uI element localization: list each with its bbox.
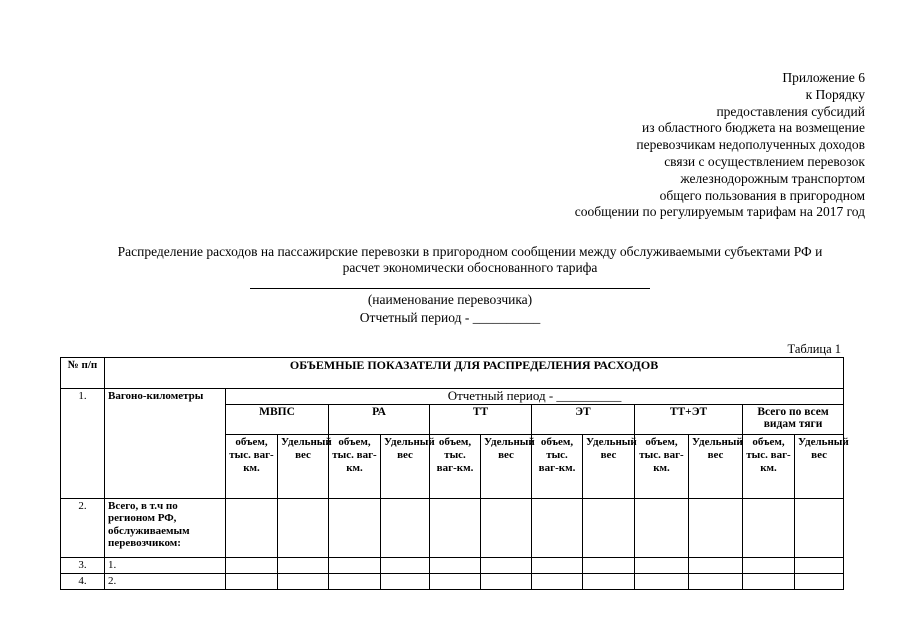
appendix-line: из областного бюджета на возмещение: [642, 120, 865, 136]
table-cell: [278, 573, 329, 589]
subheader-volume: объем, тыс. ваг-км.: [430, 434, 481, 498]
group-header-tt-et: ТТ+ЭТ: [635, 404, 743, 434]
group-header-ra: РА: [329, 404, 430, 434]
table-cell: [795, 573, 844, 589]
appendix-line: связи с осуществлением перевозок: [664, 153, 865, 169]
subheader-volume: объем, тыс. ваг-км.: [329, 434, 381, 498]
row-label: Вагоно-километры: [105, 389, 226, 499]
subheader-volume: объем, тыс. ваг-км.: [532, 434, 583, 498]
carrier-name-line: [250, 288, 650, 289]
table-cell: [532, 498, 583, 557]
table-cell: [689, 498, 743, 557]
appendix-line: к Порядку: [805, 86, 865, 102]
appendix-header: [485, 70, 865, 221]
table-cell: [329, 573, 381, 589]
table-cell: [795, 557, 844, 573]
subheader-share: Удельный вес: [381, 434, 430, 498]
table-cell: [430, 557, 481, 573]
table-cell: [532, 573, 583, 589]
table-cell: [430, 498, 481, 557]
subheader-volume: объем, тыс. ваг-км.: [635, 434, 689, 498]
table-cell: [795, 498, 844, 557]
table-row: [61, 498, 844, 557]
table-cell: [635, 573, 689, 589]
period-header: Отчетный период - __________: [226, 389, 844, 405]
table-cell: [278, 498, 329, 557]
table-cell: [532, 557, 583, 573]
group-header-total: Всего по всем видам тяги: [743, 404, 844, 434]
subheader-volume: объем, тыс. ваг-км.: [226, 434, 278, 498]
appendix-line: железнодорожным транспортом: [680, 170, 865, 186]
table-cell: [635, 498, 689, 557]
subheader-share: Удельный вес: [278, 434, 329, 498]
row-label: Всего, в т.ч по регионом РФ, обслуживаемым перевозчиком:: [105, 498, 226, 557]
table-cell: [583, 498, 635, 557]
appendix-line: предоставления субсидий: [716, 103, 865, 119]
carrier-name-label: (наименование перевозчика): [367, 292, 533, 307]
document-title: [40, 244, 900, 276]
table-cell: [689, 573, 743, 589]
table-cell: [278, 557, 329, 573]
subheader-volume: объем, тыс. ваг-км.: [743, 434, 795, 498]
col-number-header: № п/п: [61, 358, 105, 389]
table-cell: [481, 498, 532, 557]
row-number: 1.: [61, 389, 105, 499]
reporting-period-label: Отчетный период - __________: [359, 310, 541, 325]
table-cell: [481, 573, 532, 589]
row-number: 4.: [61, 573, 105, 589]
table-caption: Таблица 1: [787, 342, 841, 356]
appendix-line: перевозчикам недополученных доходов: [636, 137, 865, 153]
section-title: ОБЪЕМНЫЕ ПОКАЗАТЕЛИ ДЛЯ РАСПРЕДЕЛЕНИЯ РАСХОДОВ: [105, 358, 844, 389]
table-cell: [583, 573, 635, 589]
table-cell: [329, 557, 381, 573]
appendix-line: Приложение 6: [782, 70, 865, 85]
table-cell: [583, 557, 635, 573]
table-cell: [743, 498, 795, 557]
row-number: 2.: [61, 498, 105, 557]
group-header-et: ЭТ: [532, 404, 635, 434]
subheader-share: Удельный вес: [689, 434, 743, 498]
row-label: 1.: [105, 557, 226, 573]
appendix-line: сообщении по регулируемым тарифам на 2017 год: [574, 204, 865, 220]
table-cell: [635, 557, 689, 573]
appendix-line: общего пользования в пригородном: [659, 187, 865, 203]
table-cell: [743, 557, 795, 573]
row-label: 2.: [105, 573, 226, 589]
table-cell: [381, 573, 430, 589]
subheader-share: Удельный вес: [583, 434, 635, 498]
group-header-mvps: МВПС: [226, 404, 329, 434]
table-cell: [226, 557, 278, 573]
table-cell: [381, 498, 430, 557]
table-cell: [430, 573, 481, 589]
table-cell: [381, 557, 430, 573]
table-cell: [481, 557, 532, 573]
volume-indicators-table: [60, 357, 849, 590]
table-row: [61, 557, 844, 573]
row-number: 3.: [61, 557, 105, 573]
table-cell: [226, 573, 278, 589]
table-cell: [743, 573, 795, 589]
subheader-share: Удельный вес: [481, 434, 532, 498]
table-cell: [689, 557, 743, 573]
document-title-line-1: Распределение расходов на пассажирские перевозки в пригородном сообщении между обслуживаемыми субъектами РФ и: [117, 244, 823, 259]
subheader-share: Удельный вес: [795, 434, 844, 498]
document-title-line-2: расчет экономически обоснованного тарифа: [342, 260, 598, 275]
table-cell: [329, 498, 381, 557]
table-row: [61, 573, 844, 589]
group-header-tt: ТТ: [430, 404, 532, 434]
table-cell: [226, 498, 278, 557]
